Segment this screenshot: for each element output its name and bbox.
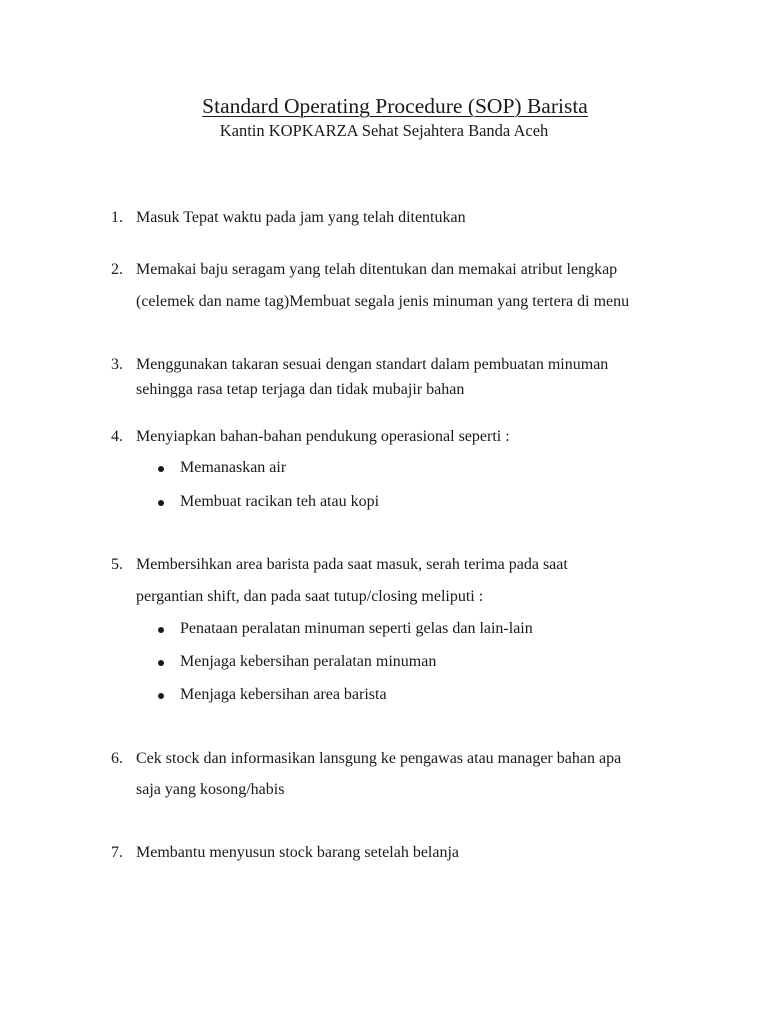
bullet-dot-icon bbox=[158, 693, 164, 699]
bullet-text: Memanaskan air bbox=[180, 459, 287, 476]
bullet-dot-icon bbox=[158, 627, 164, 633]
bullet-dot-icon bbox=[158, 500, 164, 506]
item-text: Memakai baju seragam yang telah ditentukan dan memakai atribut lengkap bbox=[136, 261, 618, 278]
item-number: 5. bbox=[111, 556, 123, 573]
bullet-text: Membuat racikan teh atau kopi bbox=[180, 493, 380, 510]
item-text: pergantian shift, dan pada saat tutup/closing meliputi : bbox=[136, 588, 484, 605]
bullet-text: Menjaga kebersihan area barista bbox=[180, 686, 387, 703]
bullet-text: Menjaga kebersihan peralatan minuman bbox=[180, 653, 437, 670]
item-text: sehingga rasa tetap terjaga dan tidak mubajir bahan bbox=[136, 381, 465, 398]
item-text: Menyiapkan bahan-bahan pendukung operasional seperti : bbox=[136, 428, 510, 445]
item-number: 3. bbox=[111, 356, 123, 373]
item-number: 7. bbox=[111, 844, 123, 861]
item-text: (celemek dan name tag)Membuat segala jenis minuman yang tertera di menu bbox=[136, 293, 630, 310]
item-text: Cek stock dan informasikan lansgung ke pengawas atau manager bahan apa bbox=[136, 750, 622, 767]
item-text: Masuk Tepat waktu pada jam yang telah ditentukan bbox=[136, 209, 466, 226]
item-text: Menggunakan takaran sesuai dengan standart dalam pembuatan minuman bbox=[136, 356, 609, 373]
item-text: saja yang kosong/habis bbox=[136, 781, 285, 798]
bullet-dot-icon bbox=[158, 466, 164, 472]
bullet-text: Penataan peralatan minuman seperti gelas dan lain-lain bbox=[180, 620, 533, 637]
bullet-dot-icon bbox=[158, 660, 164, 666]
document-subtitle: Kantin KOPKARZA Sehat Sejahtera Banda Aceh bbox=[219, 121, 549, 140]
document-title: Standard Operating Procedure (SOP) Barista bbox=[202, 94, 588, 118]
item-number: 6. bbox=[111, 750, 123, 767]
item-number: 2. bbox=[111, 261, 123, 278]
item-text: Membantu menyusun stock barang setelah belanja bbox=[136, 844, 460, 861]
item-number: 4. bbox=[111, 428, 123, 445]
item-number: 1. bbox=[111, 209, 123, 226]
item-text: Membersihkan area barista pada saat masuk, serah terima pada saat bbox=[136, 556, 568, 573]
